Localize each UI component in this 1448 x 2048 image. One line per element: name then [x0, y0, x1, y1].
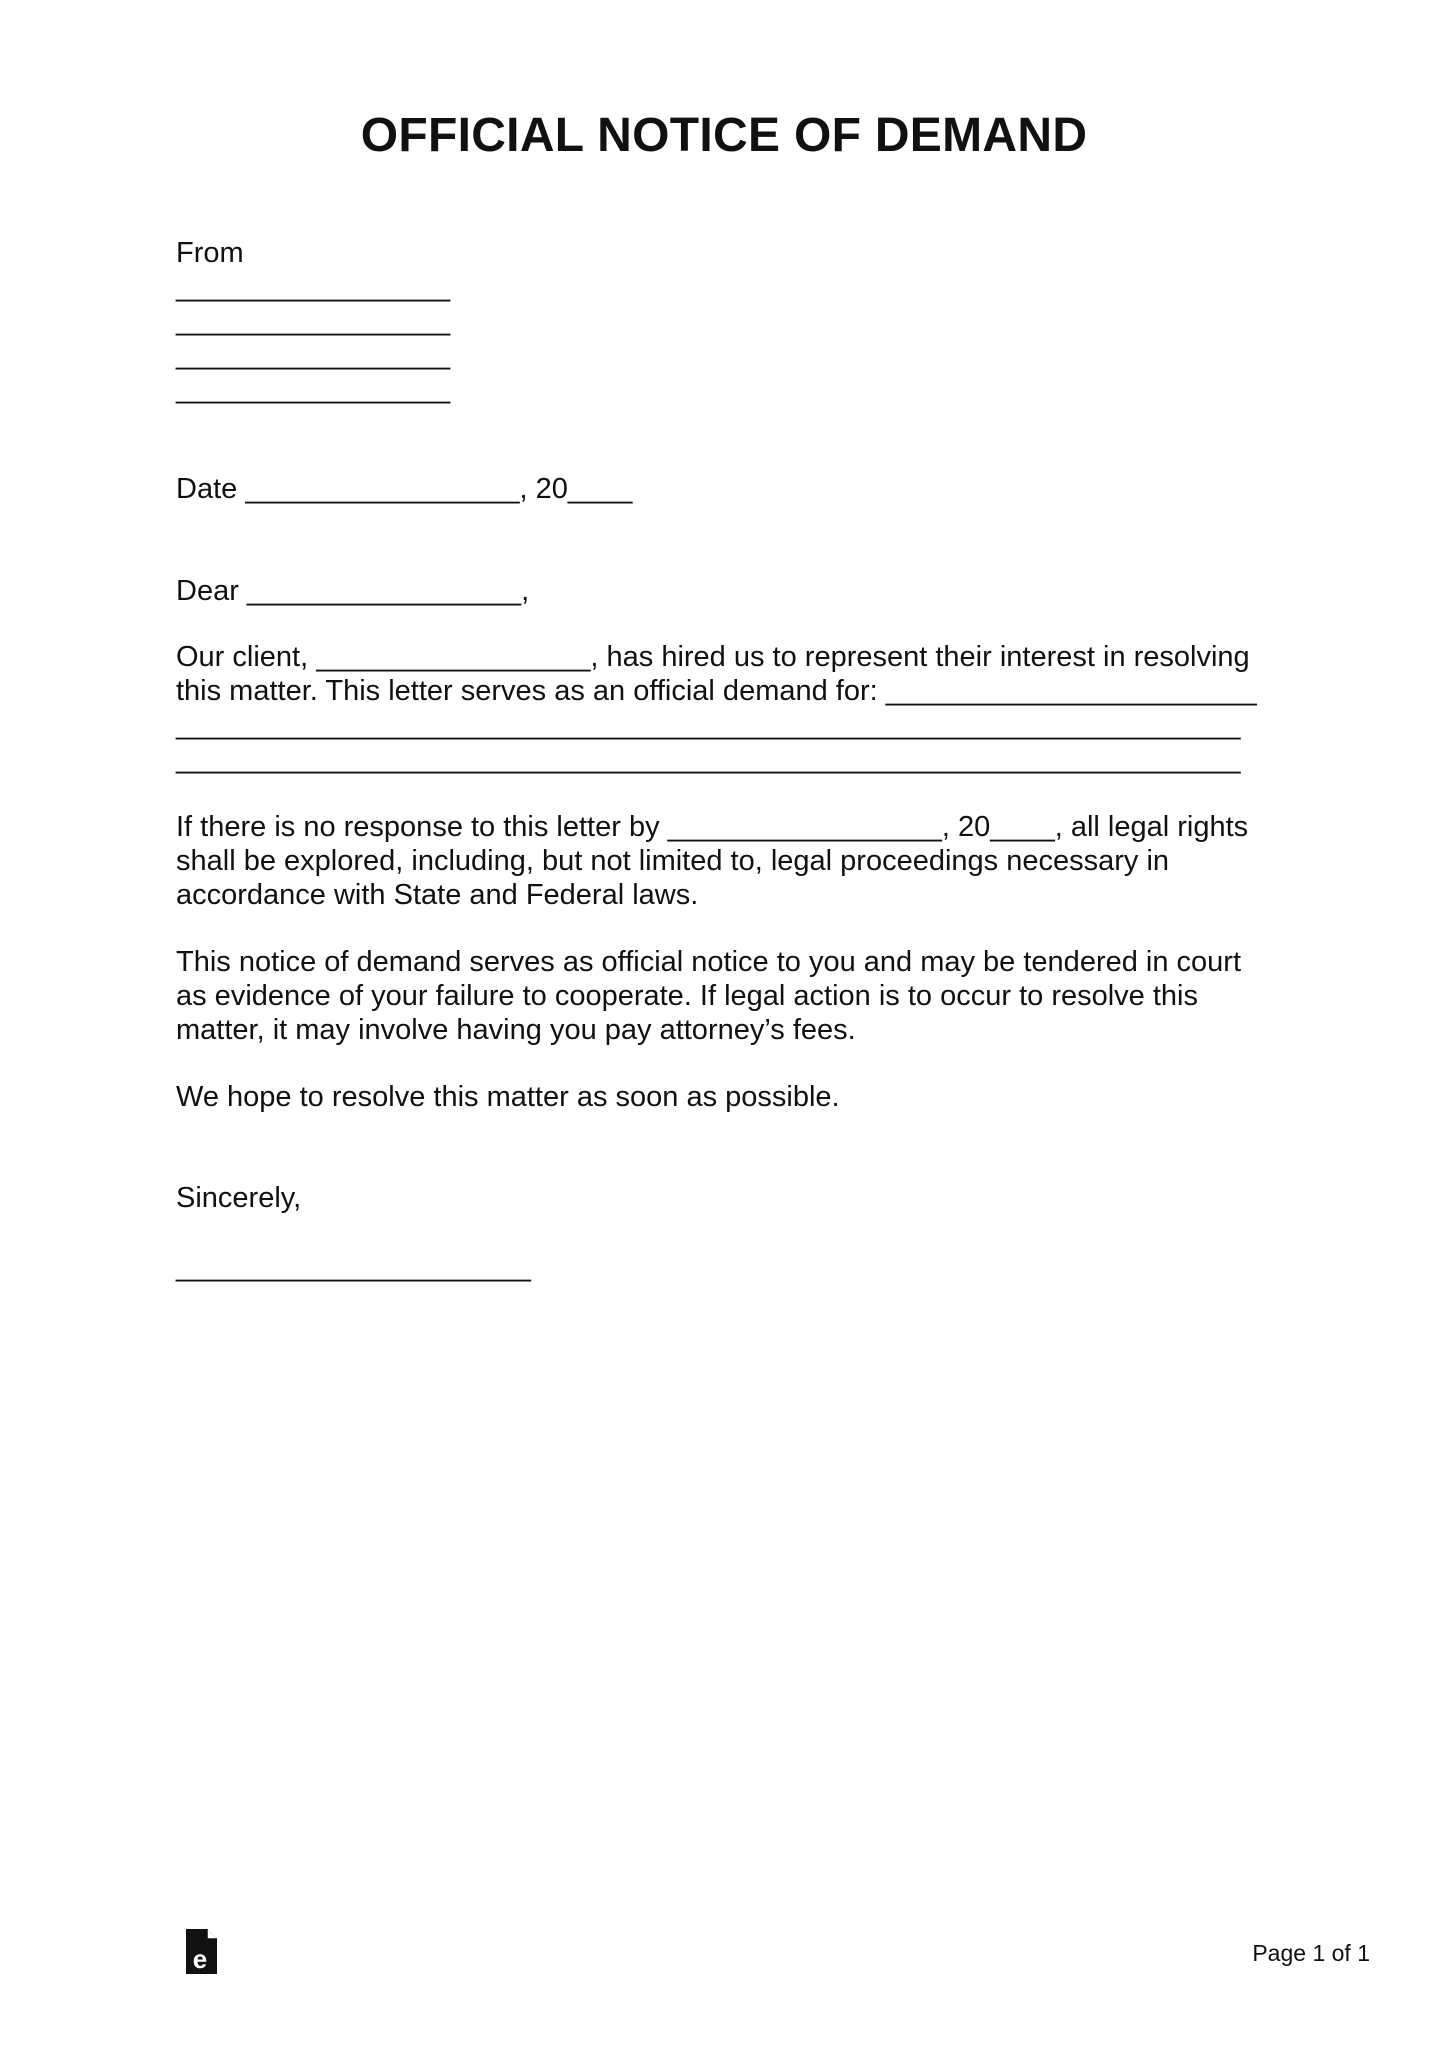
paragraph-3-line: This notice of demand serves as official notice to you and may be tendered in court: [176, 946, 1242, 978]
paragraph-1-line: Our client, _________________, has hired us to represent their interest in resolving: [176, 641, 1250, 673]
eforms-logo-icon: [183, 1928, 221, 1976]
paragraph-1-line: __________________________________________________________________: [176, 743, 1241, 775]
paragraph-1-line: __________________________________________________________________: [176, 709, 1241, 741]
paragraph-1-line: this matter. This letter serves as an official demand for: _______________________: [176, 675, 1257, 707]
from-label: From: [176, 237, 244, 269]
paragraph-4: We hope to resolve this matter as soon as possible.: [176, 1081, 840, 1113]
signature-line: ______________________: [176, 1251, 531, 1283]
svg-text:e: e: [192, 1944, 208, 1974]
document-title: OFFICIAL NOTICE OF DEMAND: [360, 109, 1088, 162]
paragraph-3-line: as evidence of your failure to cooperate. If legal action is to occur to resolve this: [176, 980, 1198, 1012]
date-line: Date _________________, 20____: [176, 473, 633, 505]
salutation: Dear _________________,: [176, 575, 530, 607]
paragraph-3-line: matter, it may involve having you pay attorney’s fees.: [176, 1014, 856, 1046]
paragraph-2-line: accordance with State and Federal laws.: [176, 879, 699, 911]
from-blank-line: _________________: [176, 305, 451, 337]
closing: Sincerely,: [176, 1182, 302, 1214]
page-number: Page 1 of 1: [1252, 1940, 1370, 1966]
from-blank-line: _________________: [176, 373, 451, 405]
from-blank-line: _________________: [176, 271, 451, 303]
paragraph-2-line: shall be explored, including, but not limited to, legal proceedings necessary in: [176, 845, 1170, 877]
paragraph-2-line: If there is no response to this letter by _________________, 20____, all legal rights: [176, 811, 1249, 843]
from-blank-line: _________________: [176, 339, 451, 371]
